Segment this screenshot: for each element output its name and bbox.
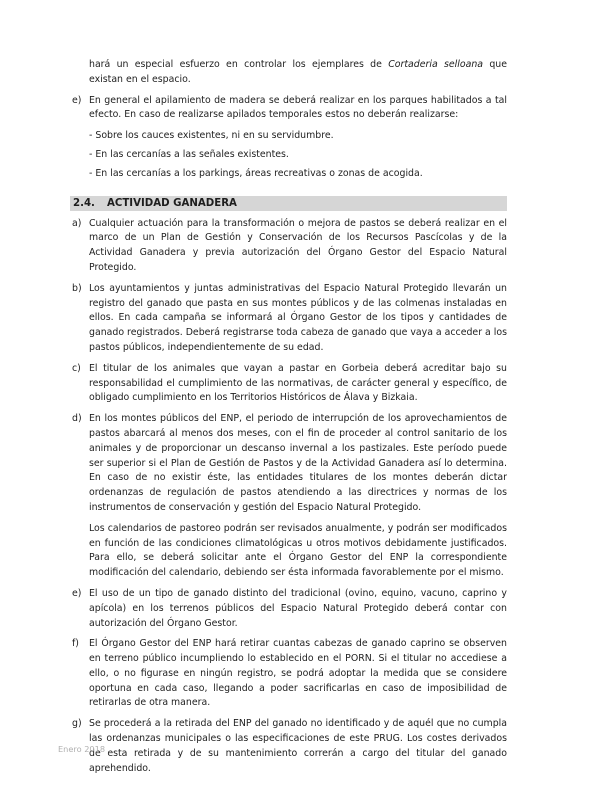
item-text: Se procederá a la retirada del ENP del ganado no identificado y de aquél que no cumpla las ordenanzas municipales o las especificaciones de este PRUG. Los costes derivados de esta retirada y de su mantenimiento correrán a cargo del titular del ganado aprehendido. (89, 718, 507, 774)
section-title: ACTIVIDAD GANADERA (107, 197, 237, 209)
page-footer: Enero 2018 (58, 744, 106, 754)
document-page (70, 58, 507, 782)
item-label: f) (72, 638, 79, 650)
list-item-f (70, 637, 507, 711)
list-item-d (70, 412, 507, 516)
dash-item: - En las cercanías a las señales existentes. (89, 148, 289, 160)
item-label: d) (72, 413, 82, 425)
item-text: Cualquier actuación para la transformación o mejora de pastos se deberá realizar en el marco de un Plan de Gestión y Conservación de los Recursos Pascícolas y de la Actividad Ganadera y previa autorización del Órgano Gestor del Espacio Natural Protegido. (89, 217, 507, 273)
item-extra-paragraph: Los calendarios de pastoreo podrán ser revisados anualmente, y podrán ser modificados en función de las condiciones climatológicas u otros motivos debidamente justificados. Para ello, se deberá solicitar ante el Órgano Gestor del ENP la correspondiente modificación del calendario, debiendo ser ésta informada favorablemente por el mismo. (89, 522, 507, 579)
species-name: Cortaderia selloana (388, 59, 484, 70)
item-text: En los montes públicos del ENP, el periodo de interrupción de los aprovechamientos de pastos abarcará al menos dos meses, con el fin de proceder al control sanitario de los animales y de proporcionar un descanso invernal a los pastizales. Este período puede ser superior si el Plan de Gestión de Pastos y de la Actividad Ganadera así lo determina. En caso de no existir éste, las entidades titulares de los montes deberán dictar ordenanzas de regulación de pastos atendiendo a las directrices y normas de los instrumentos de conservación y gestión del Espacio Natural Protegido. (89, 413, 507, 513)
list-item-a (70, 217, 507, 276)
list-item-e (70, 587, 507, 631)
item-label: e) (72, 94, 82, 106)
item-text: Los ayuntamientos y juntas administrativas del Espacio Natural Protegido llevarán un registro del ganado que pasta en sus montes públicos y de las colmenas instaladas en ellos. En cada campaña se informará al Órgano Gestor de los tipos y cantidades de ganado registrados. Deberá registrarse toda cabeza de ganado que vaya a acceder a los pastos públicos, independientemente de su edad. (89, 282, 507, 353)
continued-paragraph (70, 58, 507, 88)
list-item-g (70, 717, 507, 776)
dash-item: - Sobre los cauces existentes, ni en su servidumbre. (89, 130, 334, 142)
item-text: En general el apilamiento de madera se deberá realizar en los parques habilitados a tal efecto. En caso de realizarse apilados temporales estos no deberán realizarse: (89, 94, 507, 121)
item-text: El titular de los animales que vayan a pastar en Gorbeia deberá acreditar bajo su responsabilidad el cumplimiento de las normativas, de carácter general y específico, de obligado cumplimiento en los Territorios Históricos de Álava y Bizkaia. (89, 362, 507, 404)
item-label: b) (72, 282, 82, 294)
item-label: c) (72, 362, 81, 374)
section-number: 2.4. (73, 197, 95, 209)
continued-text-start: hará un especial esfuerzo en controlar los ejemplares de (89, 59, 389, 70)
item-text: El Órgano Gestor del ENP hará retirar cuantas cabezas de ganado caprino se observen en terreno público incumpliendo lo establecido en el PORN. Si el titular no accediese a ello, o no figurase en ningún registro, se podrá adoptar la medida que se considere oportuna en cada caso, llegando a poder sacrificarlas en caso de imposibilidad de retirarlas de otra manera. (89, 638, 507, 709)
list-item-c (70, 362, 507, 406)
list-item-b (70, 282, 507, 356)
item-label: e) (72, 587, 82, 599)
dash-item: - En las cercanías a los parkings, áreas recreativas o zonas de acogida. (89, 167, 423, 179)
continued-text-end: que existan en el espacio. (89, 59, 508, 85)
item-label: a) (72, 217, 82, 229)
item-label: g) (72, 718, 82, 730)
section-heading (70, 196, 507, 211)
item-text: El uso de un tipo de ganado distinto del tradicional (ovino, equino, vacuno, caprino y apícola) en los terrenos públicos del Espacio Natural Protegido deberá contar con autorización del Órgano Gestor. (89, 587, 507, 629)
list-item-e-prev (70, 94, 507, 124)
